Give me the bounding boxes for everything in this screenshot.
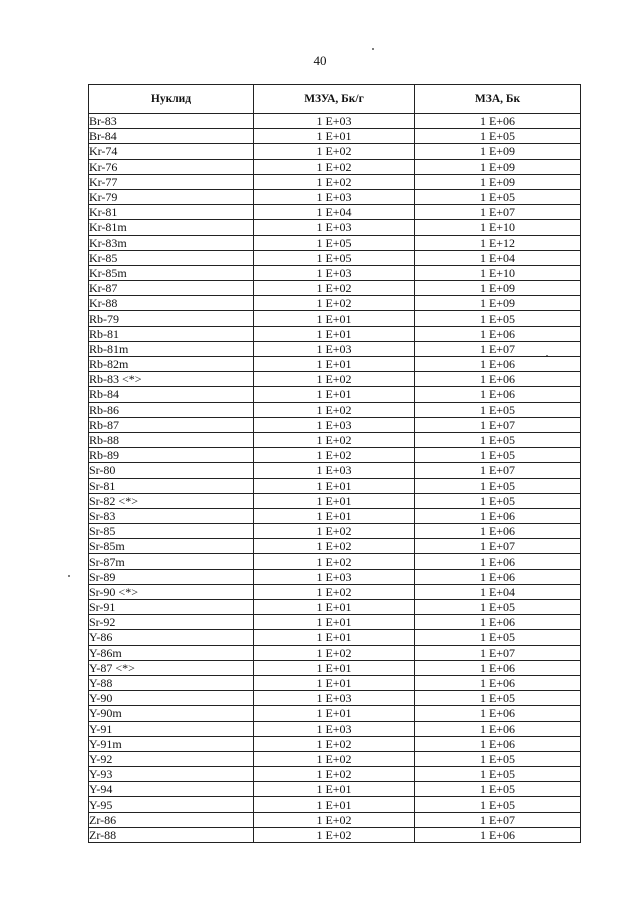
cell-activity: 1 E+10 [415, 220, 581, 235]
table-row [89, 114, 581, 129]
cell-activity: 1 E+06 [415, 357, 581, 372]
cell-activity: 1 E+07 [415, 539, 581, 554]
cell-activity: 1 E+10 [415, 265, 581, 280]
cell-specific-activity: 1 E+04 [254, 205, 415, 220]
table-row [89, 311, 581, 326]
header-activity: МЗА, Бк [415, 85, 581, 114]
table-row [89, 341, 581, 356]
cell-activity: 1 E+04 [415, 250, 581, 265]
cell-nuclide: Rb-81 [89, 326, 254, 341]
cell-nuclide: Sr-80 [89, 463, 254, 478]
cell-nuclide: Rb-84 [89, 387, 254, 402]
cell-activity: 1 E+07 [415, 205, 581, 220]
cell-activity: 1 E+05 [415, 448, 581, 463]
cell-specific-activity: 1 E+03 [254, 114, 415, 129]
cell-specific-activity: 1 E+02 [254, 539, 415, 554]
cell-activity: 1 E+05 [415, 402, 581, 417]
cell-specific-activity: 1 E+01 [254, 478, 415, 493]
table-row [89, 767, 581, 782]
cell-activity: 1 E+07 [415, 812, 581, 827]
cell-activity: 1 E+07 [415, 417, 581, 432]
cell-specific-activity: 1 E+02 [254, 645, 415, 660]
table-row [89, 675, 581, 690]
cell-nuclide: Sr-87m [89, 554, 254, 569]
cell-nuclide: Sr-85 [89, 524, 254, 539]
table-row [89, 281, 581, 296]
table-row [89, 721, 581, 736]
cell-nuclide: Y-87 <*> [89, 660, 254, 675]
table-row [89, 584, 581, 599]
cell-activity: 1 E+09 [415, 144, 581, 159]
cell-activity: 1 E+06 [415, 554, 581, 569]
cell-activity: 1 E+07 [415, 341, 581, 356]
cell-activity: 1 E+07 [415, 463, 581, 478]
cell-activity: 1 E+05 [415, 691, 581, 706]
table-header-row [89, 85, 581, 114]
cell-specific-activity: 1 E+01 [254, 630, 415, 645]
cell-activity: 1 E+05 [415, 129, 581, 144]
cell-activity: 1 E+06 [415, 524, 581, 539]
cell-nuclide: Rb-89 [89, 448, 254, 463]
cell-activity: 1 E+06 [415, 660, 581, 675]
cell-activity: 1 E+05 [415, 311, 581, 326]
cell-nuclide: Y-94 [89, 782, 254, 797]
cell-activity: 1 E+06 [415, 372, 581, 387]
cell-specific-activity: 1 E+02 [254, 296, 415, 311]
cell-specific-activity: 1 E+02 [254, 827, 415, 842]
table-row [89, 250, 581, 265]
cell-specific-activity: 1 E+02 [254, 736, 415, 751]
cell-specific-activity: 1 E+03 [254, 220, 415, 235]
cell-specific-activity: 1 E+02 [254, 448, 415, 463]
cell-specific-activity: 1 E+01 [254, 508, 415, 523]
cell-nuclide: Sr-92 [89, 615, 254, 630]
table-row [89, 417, 581, 432]
cell-activity: 1 E+09 [415, 281, 581, 296]
cell-specific-activity: 1 E+03 [254, 265, 415, 280]
cell-specific-activity: 1 E+01 [254, 326, 415, 341]
cell-specific-activity: 1 E+02 [254, 144, 415, 159]
cell-specific-activity: 1 E+03 [254, 417, 415, 432]
cell-specific-activity: 1 E+02 [254, 524, 415, 539]
cell-activity: 1 E+04 [415, 584, 581, 599]
cell-nuclide: Rb-88 [89, 432, 254, 447]
cell-activity: 1 E+05 [415, 189, 581, 204]
cell-nuclide: Kr-77 [89, 174, 254, 189]
cell-nuclide: Sr-81 [89, 478, 254, 493]
table-row [89, 220, 581, 235]
table-row [89, 432, 581, 447]
cell-activity: 1 E+05 [415, 478, 581, 493]
cell-activity: 1 E+06 [415, 736, 581, 751]
cell-specific-activity: 1 E+02 [254, 767, 415, 782]
cell-specific-activity: 1 E+01 [254, 782, 415, 797]
cell-nuclide: Sr-91 [89, 600, 254, 615]
table-row [89, 265, 581, 280]
cell-activity: 1 E+06 [415, 721, 581, 736]
cell-activity: 1 E+09 [415, 296, 581, 311]
table-body [89, 114, 581, 843]
table-row [89, 402, 581, 417]
cell-specific-activity: 1 E+03 [254, 463, 415, 478]
cell-nuclide: Y-86m [89, 645, 254, 660]
cell-activity: 1 E+05 [415, 600, 581, 615]
cell-nuclide: Rb-81m [89, 341, 254, 356]
cell-nuclide: Sr-82 <*> [89, 493, 254, 508]
scan-speck [68, 575, 70, 577]
table-row [89, 751, 581, 766]
cell-specific-activity: 1 E+02 [254, 372, 415, 387]
cell-nuclide: Rb-86 [89, 402, 254, 417]
table-row [89, 448, 581, 463]
table-row [89, 205, 581, 220]
table-row [89, 539, 581, 554]
cell-nuclide: Kr-87 [89, 281, 254, 296]
cell-activity: 1 E+09 [415, 159, 581, 174]
cell-nuclide: Rb-82m [89, 357, 254, 372]
table-row [89, 600, 581, 615]
cell-nuclide: Zr-86 [89, 812, 254, 827]
cell-nuclide: Kr-85 [89, 250, 254, 265]
table-row [89, 478, 581, 493]
cell-activity: 1 E+06 [415, 326, 581, 341]
cell-specific-activity: 1 E+03 [254, 569, 415, 584]
table-row [89, 463, 581, 478]
cell-nuclide: Sr-85m [89, 539, 254, 554]
table-row [89, 797, 581, 812]
table-row [89, 144, 581, 159]
cell-nuclide: Kr-83m [89, 235, 254, 250]
cell-specific-activity: 1 E+02 [254, 159, 415, 174]
cell-nuclide: Br-83 [89, 114, 254, 129]
cell-nuclide: Kr-76 [89, 159, 254, 174]
cell-nuclide: Zr-88 [89, 827, 254, 842]
table-row [89, 660, 581, 675]
cell-specific-activity: 1 E+03 [254, 341, 415, 356]
table-row [89, 691, 581, 706]
cell-specific-activity: 1 E+01 [254, 660, 415, 675]
table-row [89, 372, 581, 387]
cell-activity: 1 E+06 [415, 706, 581, 721]
cell-nuclide: Sr-89 [89, 569, 254, 584]
table-row [89, 615, 581, 630]
cell-nuclide: Br-84 [89, 129, 254, 144]
cell-specific-activity: 1 E+02 [254, 554, 415, 569]
header-specific-activity: МЗУА, Бк/г [254, 85, 415, 114]
cell-nuclide: Rb-79 [89, 311, 254, 326]
table-row [89, 174, 581, 189]
cell-specific-activity: 1 E+01 [254, 129, 415, 144]
cell-specific-activity: 1 E+01 [254, 357, 415, 372]
cell-specific-activity: 1 E+02 [254, 402, 415, 417]
cell-activity: 1 E+05 [415, 630, 581, 645]
table-row [89, 508, 581, 523]
cell-nuclide: Y-90 [89, 691, 254, 706]
cell-activity: 1 E+06 [415, 827, 581, 842]
cell-activity: 1 E+07 [415, 645, 581, 660]
table-row [89, 554, 581, 569]
cell-activity: 1 E+05 [415, 751, 581, 766]
cell-specific-activity: 1 E+02 [254, 432, 415, 447]
cell-nuclide: Kr-81 [89, 205, 254, 220]
scan-speck [372, 48, 374, 50]
nuclide-table [88, 84, 581, 843]
cell-activity: 1 E+12 [415, 235, 581, 250]
cell-activity: 1 E+05 [415, 432, 581, 447]
table-row [89, 296, 581, 311]
cell-nuclide: Y-93 [89, 767, 254, 782]
cell-nuclide: Kr-85m [89, 265, 254, 280]
table-row [89, 782, 581, 797]
cell-activity: 1 E+06 [415, 114, 581, 129]
cell-specific-activity: 1 E+01 [254, 797, 415, 812]
cell-nuclide: Kr-88 [89, 296, 254, 311]
table-row [89, 326, 581, 341]
cell-activity: 1 E+06 [415, 387, 581, 402]
table-row [89, 645, 581, 660]
cell-activity: 1 E+05 [415, 767, 581, 782]
cell-activity: 1 E+06 [415, 615, 581, 630]
cell-specific-activity: 1 E+05 [254, 250, 415, 265]
cell-specific-activity: 1 E+01 [254, 311, 415, 326]
cell-nuclide: Sr-83 [89, 508, 254, 523]
table-row [89, 159, 581, 174]
cell-specific-activity: 1 E+01 [254, 615, 415, 630]
cell-nuclide: Y-95 [89, 797, 254, 812]
cell-nuclide: Kr-79 [89, 189, 254, 204]
table-row [89, 129, 581, 144]
page-number: 40 [313, 53, 327, 68]
cell-specific-activity: 1 E+02 [254, 751, 415, 766]
cell-nuclide: Kr-81m [89, 220, 254, 235]
cell-specific-activity: 1 E+01 [254, 600, 415, 615]
cell-nuclide: Rb-83 <*> [89, 372, 254, 387]
table-row [89, 812, 581, 827]
cell-nuclide: Kr-74 [89, 144, 254, 159]
cell-nuclide: Y-91 [89, 721, 254, 736]
cell-activity: 1 E+06 [415, 508, 581, 523]
cell-specific-activity: 1 E+02 [254, 174, 415, 189]
table-row [89, 357, 581, 372]
header-nuclide: Нуклид [89, 85, 254, 114]
cell-activity: 1 E+05 [415, 797, 581, 812]
cell-specific-activity: 1 E+03 [254, 691, 415, 706]
cell-activity: 1 E+05 [415, 493, 581, 508]
cell-specific-activity: 1 E+03 [254, 189, 415, 204]
table-row [89, 189, 581, 204]
cell-specific-activity: 1 E+03 [254, 721, 415, 736]
table-row [89, 387, 581, 402]
cell-nuclide: Y-92 [89, 751, 254, 766]
table-row [89, 827, 581, 842]
cell-nuclide: Y-90m [89, 706, 254, 721]
cell-specific-activity: 1 E+02 [254, 812, 415, 827]
cell-specific-activity: 1 E+02 [254, 584, 415, 599]
cell-specific-activity: 1 E+02 [254, 281, 415, 296]
table-row [89, 706, 581, 721]
cell-activity: 1 E+06 [415, 569, 581, 584]
cell-specific-activity: 1 E+01 [254, 675, 415, 690]
table-row [89, 493, 581, 508]
cell-activity: 1 E+09 [415, 174, 581, 189]
table-row [89, 630, 581, 645]
cell-specific-activity: 1 E+01 [254, 493, 415, 508]
cell-specific-activity: 1 E+05 [254, 235, 415, 250]
cell-nuclide: Sr-90 <*> [89, 584, 254, 599]
cell-nuclide: Y-91m [89, 736, 254, 751]
cell-activity: 1 E+06 [415, 675, 581, 690]
table-row [89, 235, 581, 250]
table-row [89, 524, 581, 539]
cell-nuclide: Rb-87 [89, 417, 254, 432]
cell-nuclide: Y-86 [89, 630, 254, 645]
cell-nuclide: Y-88 [89, 675, 254, 690]
cell-specific-activity: 1 E+01 [254, 387, 415, 402]
cell-activity: 1 E+05 [415, 782, 581, 797]
cell-specific-activity: 1 E+01 [254, 706, 415, 721]
table-row [89, 569, 581, 584]
table-row [89, 736, 581, 751]
